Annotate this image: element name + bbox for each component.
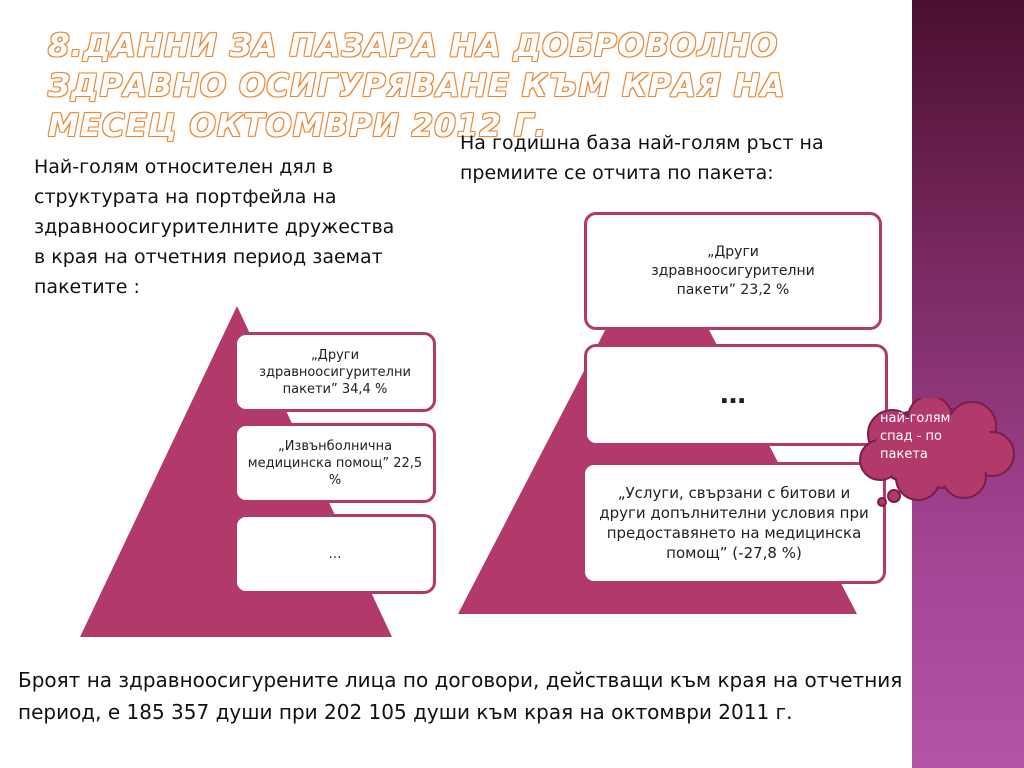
right-box-middle (584, 344, 888, 446)
right-box-bottom (582, 462, 886, 584)
right-intro-text: На годишна база най-голям ръст на премиите се отчита по пакета: (460, 132, 824, 184)
left-box-top-text: „Други здравноосигурителни пакети” 34,4 % (259, 347, 411, 397)
callout-text: най-голям спад - по пакета (880, 411, 951, 462)
right-box-bottom-text: „Услуги, свързани с битови и други допълнителни условия при предоставянето на медицинска помощ” (-27,8 %) (599, 484, 869, 562)
right-box-top-text: „Други здравноосигурителни пакети” 23,2 % (651, 243, 815, 298)
left-box-bottom-text: … (328, 546, 342, 562)
slide-title: 8.ДАННИ ЗА ПАЗАРА НА ДОБРОВОЛНО ЗДРАВНО ОСИГУРЯВАНЕ КЪМ КРАЯ НА МЕСЕЦ ОКТОМВРИ 2012 Г. (48, 28, 786, 144)
right-box-middle-text: … (720, 379, 752, 410)
left-intro-text: Най-голям относителен дял в структурата на портфейла на здравноосигурителните дружества в края на отчетния период заемат пакетите : (34, 156, 395, 298)
right-box-top (584, 212, 882, 330)
left-box-middle-text: „Извънболнична медицинска помощ” 22,5 % (247, 438, 423, 488)
bottom-text: Броят на здравноосигурените лица по договори, действащи към края на отчетния период, е 185 357 души при 202 105 души към края на октомври 2011 г. (18, 668, 903, 724)
